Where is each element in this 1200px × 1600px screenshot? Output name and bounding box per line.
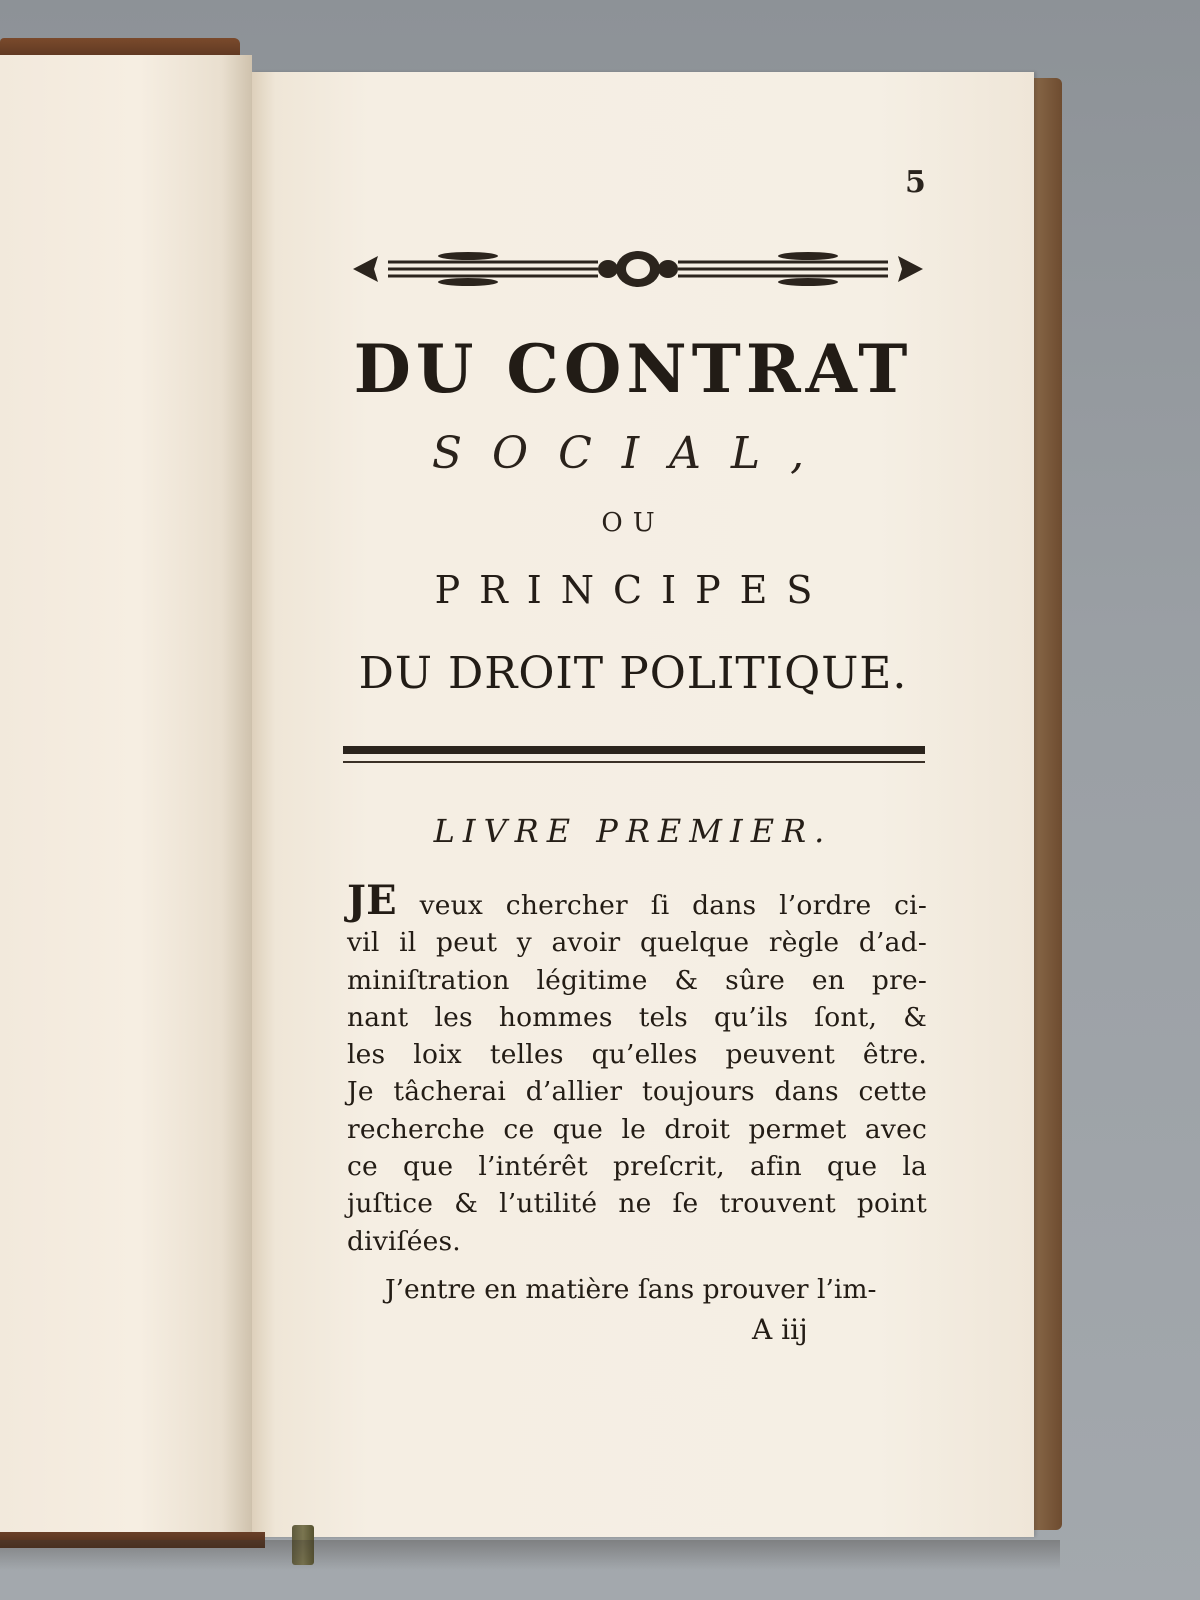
body-line: recherche ce que le droit permet avec bbox=[347, 1113, 927, 1145]
body-line: ce que l’intérêt preſcrit, afin que la bbox=[347, 1151, 927, 1183]
page-number: 5 bbox=[905, 165, 926, 200]
signature-mark: A iij bbox=[752, 1313, 808, 1346]
thin-rule bbox=[343, 761, 925, 763]
title-principes: PRINCIPES bbox=[434, 568, 832, 612]
book-shadow bbox=[0, 1540, 1060, 1570]
book-heading: LIVRE PREMIER. bbox=[433, 812, 833, 850]
title-du-droit-politique: DU DROIT POLITIQUE. bbox=[358, 648, 908, 699]
body-line: diviſées. bbox=[347, 1225, 461, 1257]
body-line: les loix telles qu’elles peuvent être. bbox=[347, 1039, 927, 1071]
title-ou: OU bbox=[601, 508, 665, 538]
title-du-contrat: DU CONTRAT bbox=[353, 330, 913, 408]
body-line: vil il peut y avoir quelque règle d’ad- bbox=[347, 927, 927, 959]
decorative-headpiece-ornament bbox=[348, 242, 928, 296]
body-line: juſtice & l’utilité ne ſe trouvent point bbox=[347, 1188, 927, 1220]
title-social: SOCIAL, bbox=[431, 428, 835, 479]
body-line: nant les hommes tels qu’ils ſont, & bbox=[347, 1001, 927, 1033]
body-line: JE veux chercher ſi dans l’ordre ci- bbox=[347, 877, 927, 924]
left-page bbox=[0, 55, 252, 1535]
body-line: miniſtration légitime & sûre en pre- bbox=[347, 964, 927, 996]
thick-rule bbox=[343, 746, 925, 754]
second-paragraph-start: J’entre en matière ſans prouver l’im- bbox=[385, 1274, 877, 1305]
body-line: Je tâcherai d’allier toujours dans cette bbox=[347, 1076, 927, 1108]
body-paragraph bbox=[347, 877, 927, 1260]
drop-initial: JE bbox=[347, 877, 397, 924]
left-page-faint-text bbox=[4, 425, 244, 477]
